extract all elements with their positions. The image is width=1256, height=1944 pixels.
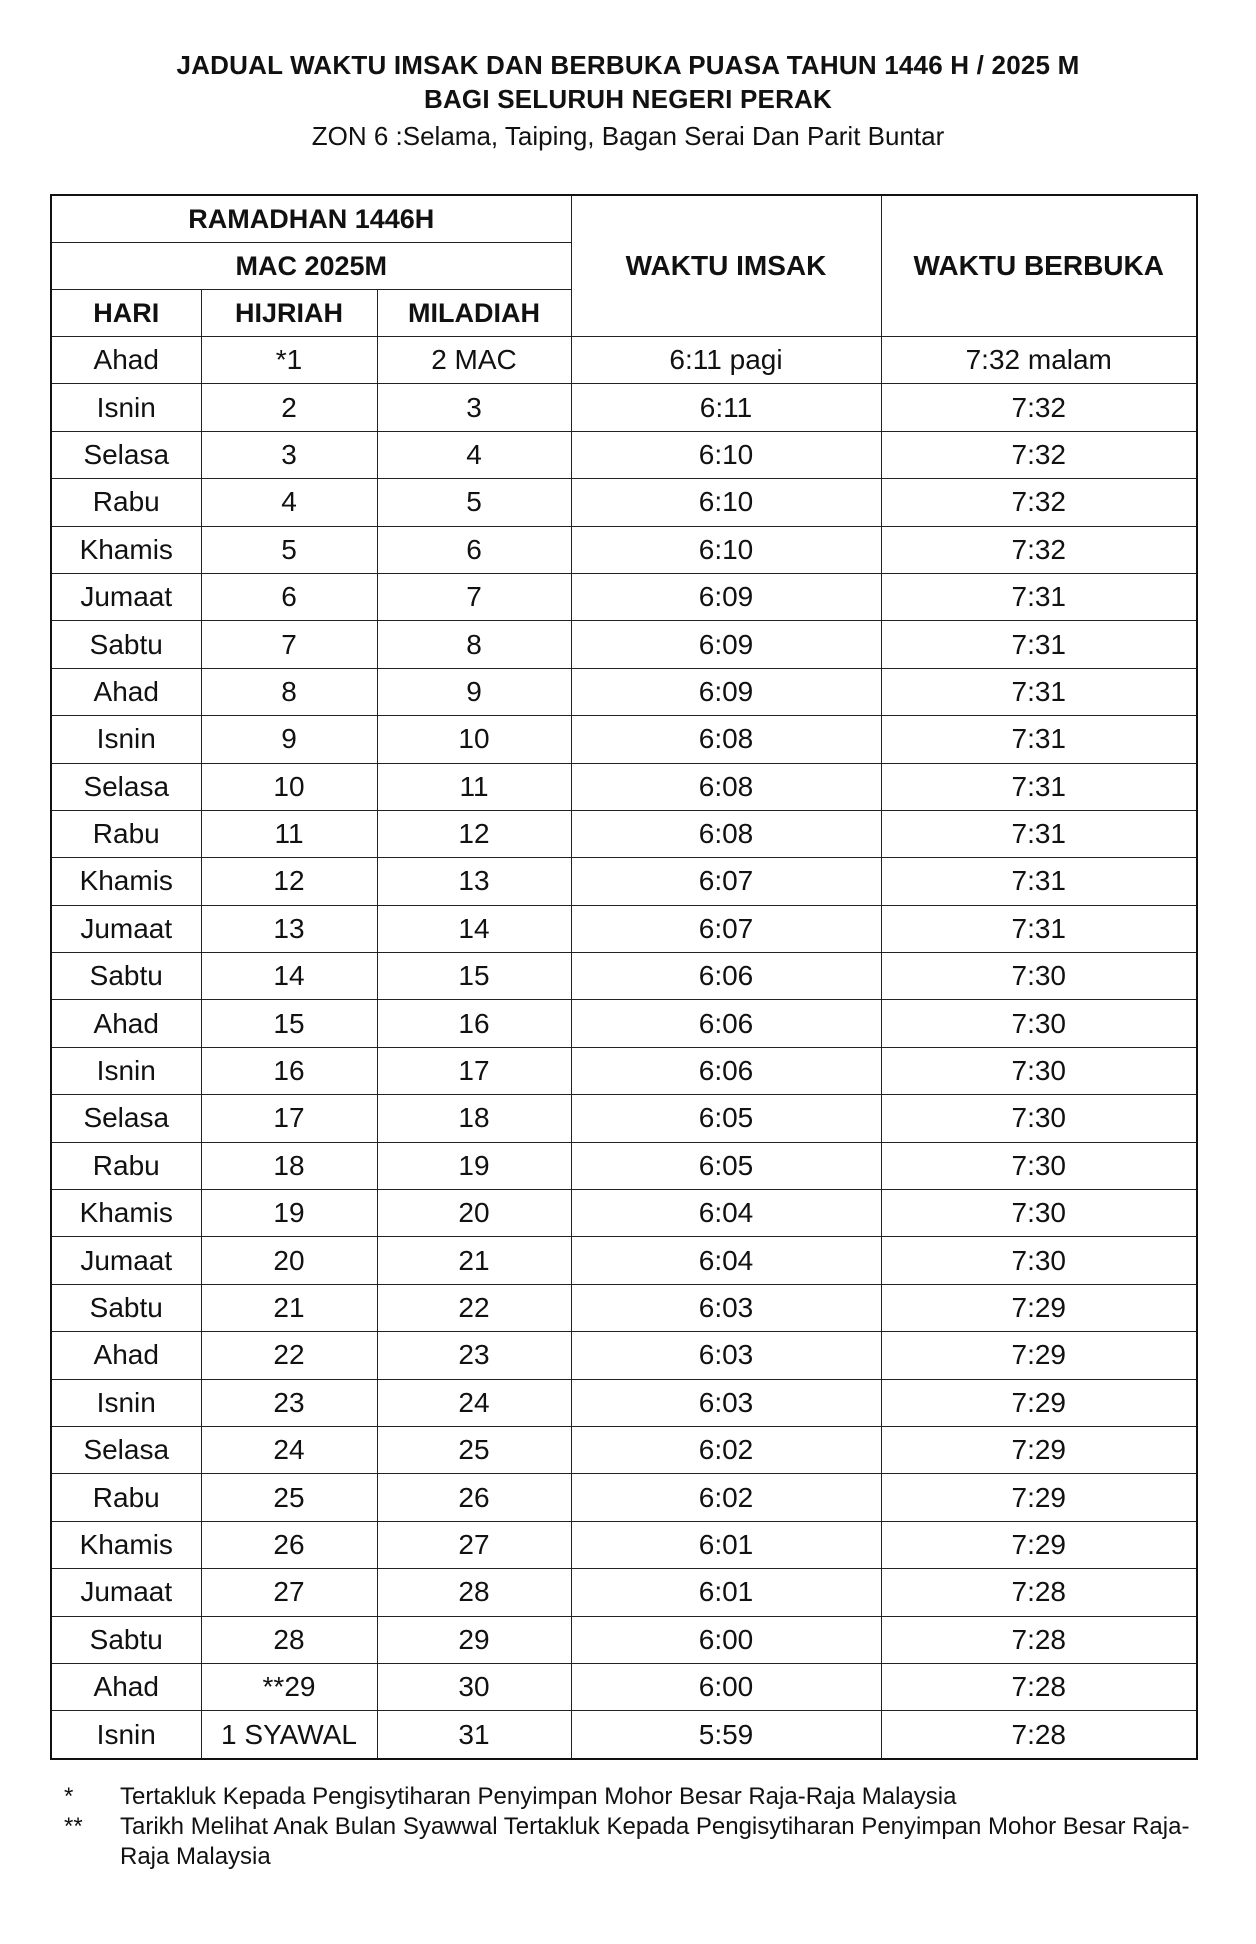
- table-row: [51, 337, 1197, 384]
- ramadhan-header: RAMADHAN 1446H: [51, 195, 571, 243]
- table-row: [51, 1332, 1197, 1379]
- hijriah-cell: 22: [201, 1332, 377, 1379]
- waktu-imsak-cell: 6:03: [571, 1284, 881, 1331]
- waktu-imsak-cell: 6:11: [571, 384, 881, 431]
- waktu-berbuka-cell: 7:31: [881, 810, 1197, 857]
- table-row: [51, 716, 1197, 763]
- hari-cell: Khamis: [51, 1190, 201, 1237]
- miladiah-cell: 30: [377, 1663, 571, 1710]
- footnote-1-text: Tertakluk Kepada Pengisytiharan Penyimpan Mohor Besar Raja-Raja Malaysia: [120, 1783, 957, 1810]
- waktu-berbuka-cell: 7:30: [881, 1047, 1197, 1094]
- waktu-imsak-cell: 6:09: [571, 668, 881, 715]
- table-row: [51, 810, 1197, 857]
- hijriah-cell: 17: [201, 1095, 377, 1142]
- miladiah-cell: 14: [377, 905, 571, 952]
- hari-cell: Rabu: [51, 1474, 201, 1521]
- hari-cell: Isnin: [51, 1379, 201, 1426]
- hari-cell: Isnin: [51, 1711, 201, 1759]
- waktu-imsak-cell: 6:01: [571, 1569, 881, 1616]
- table-row: [51, 1142, 1197, 1189]
- waktu-imsak-cell: 6:00: [571, 1663, 881, 1710]
- imsak-berbuka-table: [50, 194, 1198, 1760]
- table-row: [51, 905, 1197, 952]
- table-row: [51, 1616, 1197, 1663]
- table-row: [51, 953, 1197, 1000]
- waktu-imsak-cell: 6:08: [571, 810, 881, 857]
- footnote-2-mark: **: [64, 1813, 83, 1840]
- hijriah-cell: 13: [201, 905, 377, 952]
- hari-cell: Jumaat: [51, 1569, 201, 1616]
- hijriah-cell: 18: [201, 1142, 377, 1189]
- hijriah-cell: **29: [201, 1663, 377, 1710]
- waktu-berbuka-cell: 7:29: [881, 1474, 1197, 1521]
- hari-cell: Ahad: [51, 1332, 201, 1379]
- miladiah-cell: 20: [377, 1190, 571, 1237]
- miladiah-cell: 16: [377, 1000, 571, 1047]
- waktu-berbuka-cell: 7:32: [881, 384, 1197, 431]
- table-row: [51, 1000, 1197, 1047]
- table-row: [51, 1379, 1197, 1426]
- waktu-imsak-cell: 5:59: [571, 1711, 881, 1759]
- waktu-berbuka-cell: 7:30: [881, 1190, 1197, 1237]
- hijriah-cell: 12: [201, 858, 377, 905]
- footnote-1-mark: *: [64, 1783, 74, 1810]
- hijriah-cell: 4: [201, 479, 377, 526]
- miladiah-cell: 6: [377, 526, 571, 573]
- waktu-berbuka-cell: 7:29: [881, 1521, 1197, 1568]
- footnotes: [64, 1782, 1204, 1872]
- document-title-line-1: JADUAL WAKTU IMSAK DAN BERBUKA PUASA TAHUN 1446 H / 2025 M: [176, 50, 1080, 80]
- waktu-imsak-cell: 6:06: [571, 1000, 881, 1047]
- miladiah-cell: 26: [377, 1474, 571, 1521]
- table-row: [51, 1711, 1197, 1759]
- waktu-berbuka-cell: 7:31: [881, 905, 1197, 952]
- waktu-berbuka-cell: 7:31: [881, 668, 1197, 715]
- hijriah-header: HIJRIAH: [201, 290, 377, 337]
- table-row: [51, 1521, 1197, 1568]
- miladiah-cell: 23: [377, 1332, 571, 1379]
- waktu-imsak-cell: 6:06: [571, 953, 881, 1000]
- hari-cell: Isnin: [51, 716, 201, 763]
- table-row: [51, 1426, 1197, 1473]
- hijriah-cell: 1 SYAWAL: [201, 1711, 377, 1759]
- miladiah-cell: 5: [377, 479, 571, 526]
- hari-cell: Khamis: [51, 858, 201, 905]
- hijriah-cell: 23: [201, 1379, 377, 1426]
- waktu-berbuka-cell: 7:31: [881, 573, 1197, 620]
- hari-cell: Selasa: [51, 1095, 201, 1142]
- waktu-berbuka-cell: 7:32: [881, 526, 1197, 573]
- waktu-imsak-cell: 6:08: [571, 763, 881, 810]
- waktu-berbuka-cell: 7:32: [881, 479, 1197, 526]
- hari-cell: Rabu: [51, 1142, 201, 1189]
- hari-cell: Isnin: [51, 384, 201, 431]
- miladiah-cell: 4: [377, 431, 571, 478]
- hijriah-cell: 6: [201, 573, 377, 620]
- hijriah-cell: 14: [201, 953, 377, 1000]
- footnote-2-text: Tarikh Melihat Anak Bulan Syawwal Tertakluk Kepada Pengisytiharan Penyimpan Mohor Besar Raja-Raja Malaysia: [120, 1813, 1190, 1870]
- waktu-berbuka-cell: 7:29: [881, 1284, 1197, 1331]
- hijriah-cell: 20: [201, 1237, 377, 1284]
- hari-cell: Selasa: [51, 763, 201, 810]
- hijriah-cell: 3: [201, 431, 377, 478]
- hari-cell: Sabtu: [51, 1284, 201, 1331]
- hari-cell: Sabtu: [51, 953, 201, 1000]
- hari-cell: Rabu: [51, 479, 201, 526]
- table-row: [51, 1474, 1197, 1521]
- waktu-imsak-cell: 6:03: [571, 1332, 881, 1379]
- hari-header: HARI: [51, 290, 201, 337]
- hari-cell: Ahad: [51, 1000, 201, 1047]
- waktu-berbuka-cell: 7:29: [881, 1426, 1197, 1473]
- hari-cell: Sabtu: [51, 621, 201, 668]
- miladiah-cell: 13: [377, 858, 571, 905]
- miladiah-cell: 28: [377, 1569, 571, 1616]
- table-row: [51, 384, 1197, 431]
- hijriah-cell: 27: [201, 1569, 377, 1616]
- waktu-imsak-cell: 6:05: [571, 1142, 881, 1189]
- hijriah-cell: 25: [201, 1474, 377, 1521]
- document-header: [0, 48, 1256, 154]
- waktu-berbuka-cell: 7:30: [881, 1142, 1197, 1189]
- table-row: [51, 1190, 1197, 1237]
- table-header: [51, 195, 1197, 337]
- waktu-imsak-cell: 6:04: [571, 1237, 881, 1284]
- waktu-berbuka-cell: 7:30: [881, 1000, 1197, 1047]
- miladiah-cell: 31: [377, 1711, 571, 1759]
- waktu-berbuka-header: WAKTU BERBUKA: [881, 195, 1197, 337]
- waktu-berbuka-cell: 7:28: [881, 1663, 1197, 1710]
- miladiah-cell: 2 MAC: [377, 337, 571, 384]
- hijriah-cell: 15: [201, 1000, 377, 1047]
- waktu-imsak-cell: 6:06: [571, 1047, 881, 1094]
- waktu-berbuka-cell: 7:30: [881, 953, 1197, 1000]
- waktu-imsak-cell: 6:10: [571, 431, 881, 478]
- miladiah-cell: 29: [377, 1616, 571, 1663]
- waktu-berbuka-cell: 7:32: [881, 431, 1197, 478]
- waktu-imsak-cell: 6:02: [571, 1474, 881, 1521]
- month-header: MAC 2025M: [51, 243, 571, 290]
- hari-cell: Khamis: [51, 526, 201, 573]
- miladiah-cell: 17: [377, 1047, 571, 1094]
- miladiah-cell: 12: [377, 810, 571, 857]
- hijriah-cell: 2: [201, 384, 377, 431]
- hari-cell: Rabu: [51, 810, 201, 857]
- table-row: [51, 1237, 1197, 1284]
- document-title-line-2: BAGI SELURUH NEGERI PERAK: [423, 84, 833, 114]
- waktu-berbuka-cell: 7:28: [881, 1569, 1197, 1616]
- waktu-berbuka-cell: 7:31: [881, 858, 1197, 905]
- miladiah-cell: 11: [377, 763, 571, 810]
- hari-cell: Jumaat: [51, 905, 201, 952]
- footnote-1: [64, 1782, 1204, 1812]
- miladiah-cell: 22: [377, 1284, 571, 1331]
- hari-cell: Jumaat: [51, 1237, 201, 1284]
- miladiah-cell: 3: [377, 384, 571, 431]
- waktu-berbuka-cell: 7:30: [881, 1237, 1197, 1284]
- waktu-berbuka-cell: 7:30: [881, 1095, 1197, 1142]
- waktu-imsak-cell: 6:07: [571, 858, 881, 905]
- hari-cell: Khamis: [51, 1521, 201, 1568]
- waktu-imsak-cell: 6:05: [571, 1095, 881, 1142]
- hijriah-cell: 7: [201, 621, 377, 668]
- hari-cell: Ahad: [51, 337, 201, 384]
- waktu-berbuka-cell: 7:31: [881, 763, 1197, 810]
- table-row: [51, 526, 1197, 573]
- miladiah-cell: 19: [377, 1142, 571, 1189]
- hijriah-cell: 5: [201, 526, 377, 573]
- waktu-imsak-cell: 6:11 pagi: [571, 337, 881, 384]
- hari-cell: Sabtu: [51, 1616, 201, 1663]
- waktu-imsak-cell: 6:01: [571, 1521, 881, 1568]
- hijriah-cell: 24: [201, 1426, 377, 1473]
- waktu-imsak-cell: 6:00: [571, 1616, 881, 1663]
- hijriah-cell: 9: [201, 716, 377, 763]
- miladiah-cell: 8: [377, 621, 571, 668]
- table-row: [51, 1569, 1197, 1616]
- miladiah-cell: 15: [377, 953, 571, 1000]
- table-row: [51, 431, 1197, 478]
- miladiah-cell: 7: [377, 573, 571, 620]
- waktu-imsak-cell: 6:07: [571, 905, 881, 952]
- waktu-imsak-cell: 6:09: [571, 621, 881, 668]
- miladiah-cell: 24: [377, 1379, 571, 1426]
- table-row: [51, 1663, 1197, 1710]
- footnote-2: [64, 1812, 1204, 1872]
- hijriah-cell: 8: [201, 668, 377, 715]
- miladiah-cell: 27: [377, 1521, 571, 1568]
- table-row: [51, 1095, 1197, 1142]
- waktu-imsak-cell: 6:04: [571, 1190, 881, 1237]
- waktu-imsak-cell: 6:09: [571, 573, 881, 620]
- waktu-imsak-header: WAKTU IMSAK: [571, 195, 881, 337]
- miladiah-cell: 21: [377, 1237, 571, 1284]
- waktu-berbuka-cell: 7:28: [881, 1711, 1197, 1759]
- waktu-imsak-cell: 6:02: [571, 1426, 881, 1473]
- miladiah-cell: 10: [377, 716, 571, 763]
- waktu-berbuka-cell: 7:29: [881, 1379, 1197, 1426]
- table-row: [51, 1284, 1197, 1331]
- table-row: [51, 858, 1197, 905]
- hari-cell: Selasa: [51, 1426, 201, 1473]
- table-row: [51, 573, 1197, 620]
- hari-cell: Ahad: [51, 1663, 201, 1710]
- zone-subtitle: ZON 6 :Selama, Taiping, Bagan Serai Dan Parit Buntar: [311, 121, 945, 151]
- waktu-imsak-cell: 6:10: [571, 479, 881, 526]
- miladiah-cell: 25: [377, 1426, 571, 1473]
- table-row: [51, 668, 1197, 715]
- waktu-berbuka-cell: 7:32 malam: [881, 337, 1197, 384]
- waktu-berbuka-cell: 7:28: [881, 1616, 1197, 1663]
- table-body: [51, 337, 1197, 1759]
- hijriah-cell: 16: [201, 1047, 377, 1094]
- waktu-imsak-cell: 6:03: [571, 1379, 881, 1426]
- table-row: [51, 763, 1197, 810]
- waktu-berbuka-cell: 7:31: [881, 621, 1197, 668]
- waktu-berbuka-cell: 7:29: [881, 1332, 1197, 1379]
- hijriah-cell: 28: [201, 1616, 377, 1663]
- hari-cell: Ahad: [51, 668, 201, 715]
- hijriah-cell: 10: [201, 763, 377, 810]
- table-row: [51, 479, 1197, 526]
- waktu-imsak-cell: 6:08: [571, 716, 881, 763]
- hijriah-cell: 21: [201, 1284, 377, 1331]
- hijriah-cell: 11: [201, 810, 377, 857]
- hari-cell: Selasa: [51, 431, 201, 478]
- hijriah-cell: *1: [201, 337, 377, 384]
- hari-cell: Jumaat: [51, 573, 201, 620]
- miladiah-header: MILADIAH: [377, 290, 571, 337]
- miladiah-cell: 9: [377, 668, 571, 715]
- hijriah-cell: 19: [201, 1190, 377, 1237]
- miladiah-cell: 18: [377, 1095, 571, 1142]
- hijriah-cell: 26: [201, 1521, 377, 1568]
- table-row: [51, 621, 1197, 668]
- waktu-berbuka-cell: 7:31: [881, 716, 1197, 763]
- hari-cell: Isnin: [51, 1047, 201, 1094]
- table-row: [51, 1047, 1197, 1094]
- waktu-imsak-cell: 6:10: [571, 526, 881, 573]
